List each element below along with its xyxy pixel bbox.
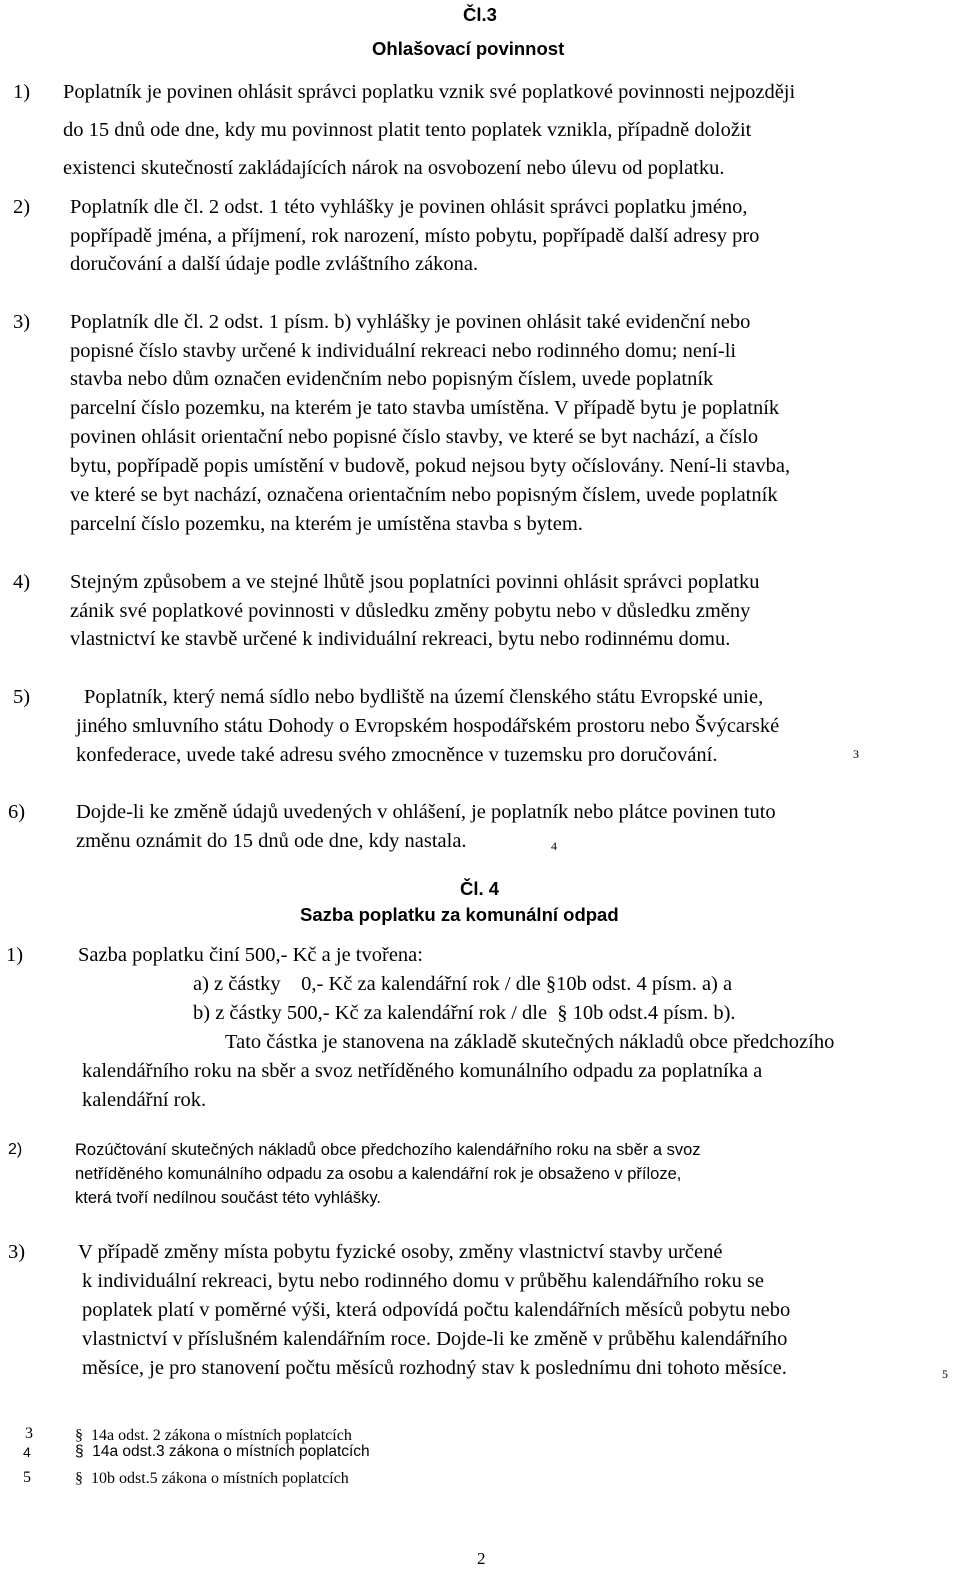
art3-p1-line: existenci skutečností zakládajících nárok na osvobození nebo úlevu od poplatku. — [63, 157, 725, 179]
art3-p5-line: konfederace, uvede také adresu svého zmocněnce v tuzemsku pro doručování. — [76, 744, 718, 766]
art3-p3-line: parcelní číslo pozemku, na kterém je tato stavba umístěna. V případě bytu je poplatník — [70, 397, 780, 419]
art3-p2-line: popřípadě jména, a příjmení, rok narození, místo pobytu, popřípadě další adresy pro — [70, 225, 760, 247]
page-number: 2 — [477, 1549, 486, 1568]
art3-p2-line: Poplatník dle čl. 2 odst. 1 této vyhlášky je povinen ohlásit správci poplatku jméno, — [70, 196, 748, 218]
art3-p5-line: Poplatník, který nemá sídlo nebo bydliště na území členského státu Evropské unie, — [84, 686, 764, 708]
art4-p1-line: kalendářního roku na sběr a svoz netříděného komunálního odpadu za poplatníka a — [82, 1060, 763, 1082]
art4-p3-number: 3) — [8, 1241, 26, 1263]
art4-p1-number: 1) — [6, 944, 24, 966]
art3-p6-number: 6) — [8, 801, 26, 823]
footnote-ref-5: 5 — [942, 1367, 948, 1381]
article-3-title: Ohlašovací povinnost — [372, 38, 565, 59]
footnote-number: 4 — [23, 1444, 31, 1460]
art3-p2-line: doručování a další údaje podle zvláštního zákona. — [70, 253, 479, 275]
art4-p2-line: která tvoří nedílnou součást této vyhlášky. — [75, 1189, 382, 1207]
art3-p6-line: změnu oznámit do 15 dnů ode dne, kdy nastala. — [76, 830, 467, 852]
footnote-number: 3 — [25, 1425, 33, 1442]
article-3-heading: Čl.3 — [463, 4, 497, 25]
footnote-ref-4: 4 — [551, 839, 557, 853]
art3-p3-line: Poplatník dle čl. 2 odst. 1 písm. b) vyhlášky je povinen ohlásit také evidenční nebo — [70, 311, 751, 333]
art4-p3-line: V případě změny místa pobytu fyzické osoby, změny vlastnictví stavby určené — [78, 1241, 723, 1263]
art3-p3-line: ve které se byt nachází, označena orientačním nebo popisným číslem, uvede poplatník — [70, 484, 778, 506]
art4-p3-line: poplatek platí v poměrné výši, která odpovídá počtu kalendářních měsíců pobytu nebo — [82, 1299, 791, 1321]
art3-p4-line: Stejným způsobem a ve stejné lhůtě jsou poplatníci povinni ohlásit správci poplatku — [70, 571, 760, 593]
art3-p6-line: Dojde-li ke změně údajů uvedených v ohlášení, je poplatník nebo plátce povinen tuto — [76, 801, 776, 823]
art3-p4-line: vlastnictví ke stavbě určené k individuální rekreaci, bytu nebo rodinnému domu. — [70, 628, 731, 650]
art3-p3-line: bytu, popřípadě popis umístění v budově, pokud nejsou byty očíslovány. Není-li stavba, — [70, 455, 791, 477]
art4-p1-item-b: b) z částky 500,- Kč za kalendářní rok / dle § 10b odst.4 písm. b). — [193, 1002, 736, 1024]
art3-p3-line: parcelní číslo pozemku, na kterém je umístěna stavba s bytem. — [70, 513, 583, 535]
art3-p2-number: 2) — [13, 196, 31, 218]
article-4-title: Sazba poplatku za komunální odpad — [300, 904, 619, 925]
footnote-text: § 10b odst.5 zákona o místních poplatcích — [75, 1470, 349, 1487]
footnote-text: § 14a odst.3 zákona o místních poplatcích — [75, 1443, 370, 1460]
footnote-number: 5 — [23, 1469, 31, 1486]
footnote-ref-3: 3 — [853, 747, 859, 761]
art4-p1-item-a: a) z částky 0,- Kč za kalendářní rok / dle §10b odst. 4 písm. a) a — [193, 973, 733, 995]
art3-p3-number: 3) — [13, 311, 31, 333]
art3-p3-line: stavba nebo dům označen evidenčním nebo popisným číslem, uvede poplatník — [70, 368, 714, 390]
art4-p2-line: Rozúčtování skutečných nákladů obce předchozího kalendářního roku na sběr a svoz — [75, 1141, 701, 1159]
art4-p3-line: vlastnictví v příslušném kalendářním roce. Dojde-li ke změně v průběhu kalendářního — [82, 1328, 788, 1350]
footnote-text: § 14a odst. 2 zákona o místních poplatcích — [75, 1427, 352, 1444]
art4-p3-line: měsíce, je pro stanovení počtu měsíců rozhodný stav k poslednímu dni tohoto měsíce. — [82, 1357, 787, 1379]
art3-p1-number: 1) — [13, 81, 31, 103]
art3-p4-line: zánik své poplatkové povinnosti v důsledku změny pobytu nebo v důsledku změny — [70, 600, 751, 622]
art4-p1-line: kalendářní rok. — [82, 1089, 207, 1111]
art3-p5-line: jiného smluvního státu Dohody o Evropském hospodářském prostoru nebo Švýcarské — [76, 715, 780, 737]
art3-p1-line: Poplatník je povinen ohlásit správci poplatku vznik své poplatkové povinnosti nejpozději — [63, 81, 796, 103]
art3-p4-number: 4) — [13, 571, 31, 593]
art4-p2-number: 2) — [8, 1141, 23, 1158]
art3-p1-line: do 15 dnů ode dne, kdy mu povinnost platit tento poplatek vznikla, případně doložit — [63, 119, 752, 141]
art4-p3-line: k individuální rekreaci, bytu nebo rodinného domu v průběhu kalendářního roku se — [82, 1270, 765, 1292]
article-4-heading: Čl. 4 — [460, 878, 500, 899]
art3-p5-number: 5) — [13, 686, 31, 708]
art3-p3-line: povinen ohlásit orientační nebo popisné číslo stavby, ve které se byt nachází, a číslo — [70, 426, 759, 448]
art4-p1-intro: Sazba poplatku činí 500,- Kč a je tvořena: — [78, 944, 423, 966]
art4-p2-line: netříděného komunálního odpadu za osobu a kalendářní rok je obsaženo v příloze, — [75, 1165, 682, 1183]
art4-p1-line: Tato částka je stanovena na základě skutečných nákladů obce předchozího — [225, 1031, 835, 1053]
art3-p3-line: popisné číslo stavby určené k individuální rekreaci nebo rodinného domu; není-li — [70, 340, 737, 362]
